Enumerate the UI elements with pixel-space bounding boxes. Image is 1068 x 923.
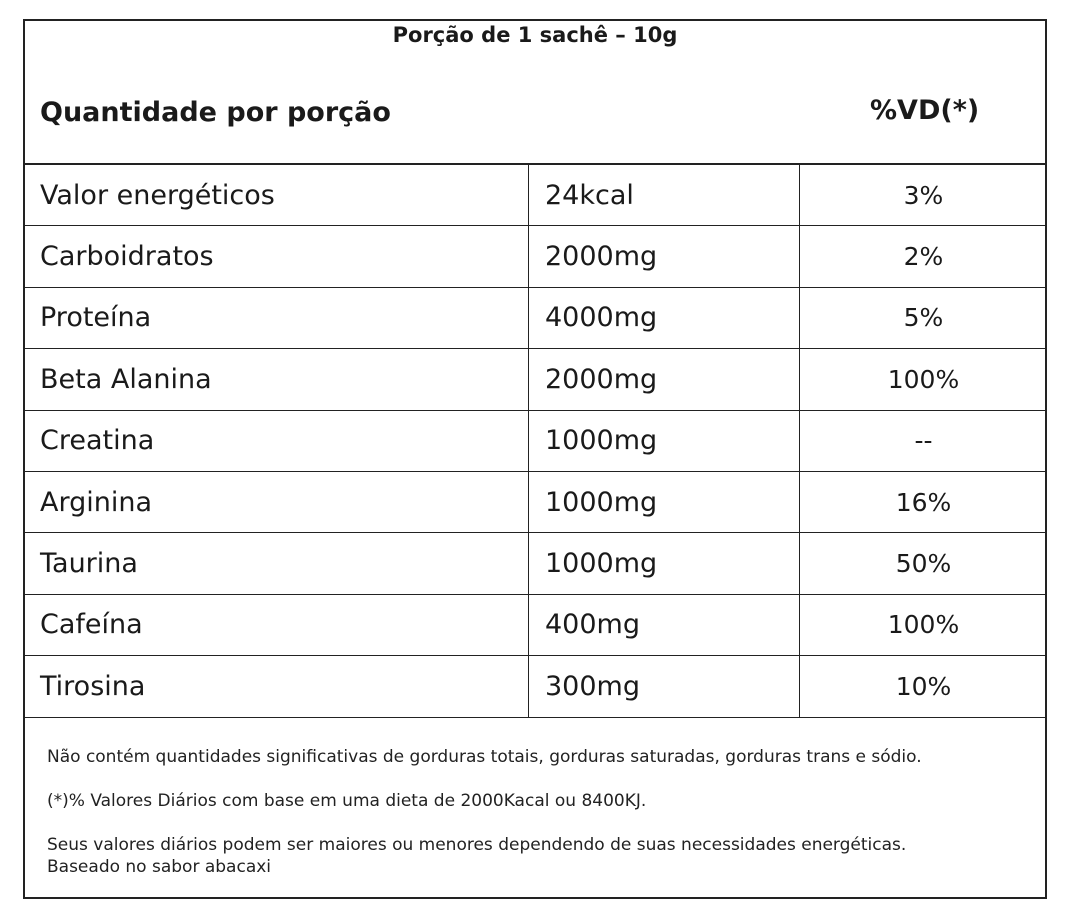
table-row <box>25 226 1047 287</box>
nutrient-amount: 1000mg <box>529 472 800 532</box>
nutrient-name: Arginina <box>25 472 529 532</box>
nutrient-name: Beta Alanina <box>25 349 529 409</box>
nutrient-daily-value: 50% <box>895 549 952 579</box>
quantity-per-serving-heading: Quantidade por porção <box>40 97 391 128</box>
nutrient-amount: 400mg <box>529 595 800 655</box>
nutrient-daily-value: 100% <box>887 610 960 640</box>
nutrient-amount: 4000mg <box>529 288 800 348</box>
footnotes <box>47 746 922 878</box>
table-row <box>25 472 1047 533</box>
nutrient-table <box>25 163 1047 718</box>
table-row <box>25 656 1047 717</box>
table-row <box>25 533 1047 594</box>
nutrient-amount: 1000mg <box>529 411 800 471</box>
nutrient-name: Valor energéticos <box>25 165 529 225</box>
nutrient-daily-value: 2% <box>903 242 944 272</box>
table-row <box>25 288 1047 349</box>
nutrient-daily-value: 3% <box>903 180 944 210</box>
footnote-may-vary: Seus valores diários podem ser maiores ou menores dependendo de suas necessidades energéticas. <box>47 835 907 855</box>
nutrient-name: Proteína <box>25 288 529 348</box>
footnote-daily-values: (*)% Valores Diários com base em uma dieta de 2000Kacal ou 8400KJ. <box>47 791 647 811</box>
nutrient-daily-value: 5% <box>903 303 944 333</box>
nutrient-daily-value: -- <box>914 426 933 456</box>
nutrient-daily-value: 16% <box>895 487 952 517</box>
nutrient-amount: 24kcal <box>529 165 800 225</box>
nutrient-daily-value: 100% <box>887 364 960 394</box>
nutrient-name: Taurina <box>25 533 529 593</box>
table-row <box>25 165 1047 226</box>
table-row <box>25 595 1047 656</box>
footnote-flavor: Baseado no sabor abacaxi <box>47 857 272 877</box>
nutrient-name: Creatina <box>25 411 529 471</box>
table-row <box>25 411 1047 472</box>
nutrient-name: Cafeína <box>25 595 529 655</box>
nutrition-facts-panel <box>23 19 1047 899</box>
table-row <box>25 349 1047 410</box>
nutrient-amount: 2000mg <box>529 349 800 409</box>
footnote-no-significant: Não contém quantidades significativas de gorduras totais, gorduras saturadas, gorduras trans e sódio. <box>47 747 922 767</box>
nutrient-amount: 2000mg <box>529 226 800 286</box>
nutrient-name: Tirosina <box>25 656 529 716</box>
daily-value-heading: %VD(*) <box>870 95 980 126</box>
serving-size: Porção de 1 sachê – 10g <box>392 23 678 47</box>
nutrient-amount: 300mg <box>529 656 800 716</box>
nutrient-amount: 1000mg <box>529 533 800 593</box>
nutrient-daily-value: 10% <box>895 671 952 701</box>
nutrient-name: Carboidratos <box>25 226 529 286</box>
